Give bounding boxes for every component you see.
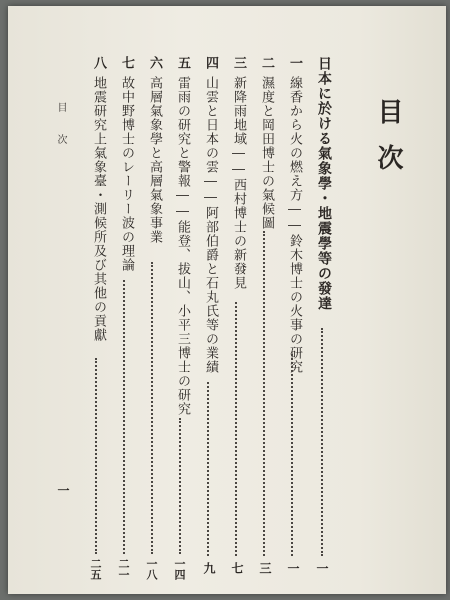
section-leader-dots (321, 328, 323, 556)
entry-page-number: 九 (202, 562, 216, 574)
leader-dots (235, 302, 237, 556)
leader-dots (179, 418, 181, 554)
leader-dots (263, 231, 265, 556)
toc-entry[interactable] (173, 56, 192, 416)
entry-number: 一 (287, 56, 302, 70)
entry-text: 山雲と日本の雲――阿部伯爵と石丸氏等の業績 (203, 76, 218, 374)
entry-page-number: 三 (258, 562, 272, 574)
entry-page-number: 二五 (89, 558, 102, 580)
entry-number: 五 (175, 56, 190, 70)
entry-text: 高層氣象學と高層氣象事業 (147, 76, 162, 244)
toc-entry[interactable] (145, 56, 164, 244)
entry-text: 新降雨地域――西村博士の新發見 (231, 76, 246, 290)
entry-page-number: 一八 (145, 558, 158, 580)
entry-page-number: 七 (230, 562, 244, 574)
entry-text: 濕度と岡田博士の氣候圖 (259, 76, 274, 230)
entry-number: 六 (147, 56, 162, 70)
toc-entry[interactable] (285, 56, 304, 374)
book-page (8, 6, 446, 594)
entry-number: 三 (231, 56, 246, 70)
leader-dots (151, 262, 153, 554)
toc-entry[interactable] (257, 56, 276, 230)
toc-entry[interactable] (89, 56, 108, 342)
leader-dots (207, 382, 209, 556)
running-header: 目次 (55, 102, 66, 166)
section-page-number: 一 (315, 562, 329, 574)
entry-text: 線香から火の燃え方――鈴木博士の火事の研究 (287, 76, 302, 374)
entry-text: 地震研究上氣象臺・測候所及び其他の貢獻 (91, 76, 106, 342)
section-heading: 日本に於ける氣象學・地震學等の發達 (316, 56, 332, 311)
entry-page-number: 二一 (117, 558, 130, 580)
leader-dots (95, 358, 97, 554)
toc-entry[interactable] (201, 56, 220, 374)
toc-entry[interactable] (229, 56, 248, 290)
folio-number: 一 (56, 484, 70, 496)
leader-dots (291, 354, 293, 556)
entry-text: 故中野博士のレーリー波の理論 (119, 76, 134, 272)
leader-dots (123, 280, 125, 554)
entry-number: 七 (119, 56, 134, 70)
entry-number: 二 (259, 56, 274, 70)
page-title: 目次 (373, 98, 403, 190)
entry-number: 四 (203, 56, 218, 70)
entry-page-number: 一四 (173, 558, 186, 580)
entry-number: 八 (91, 56, 106, 70)
entry-text: 雷雨の研究と警報――能登、拔山、小平三博士の研究 (175, 76, 190, 416)
toc-entry[interactable] (117, 56, 136, 272)
entry-page-number: 一 (286, 562, 300, 574)
